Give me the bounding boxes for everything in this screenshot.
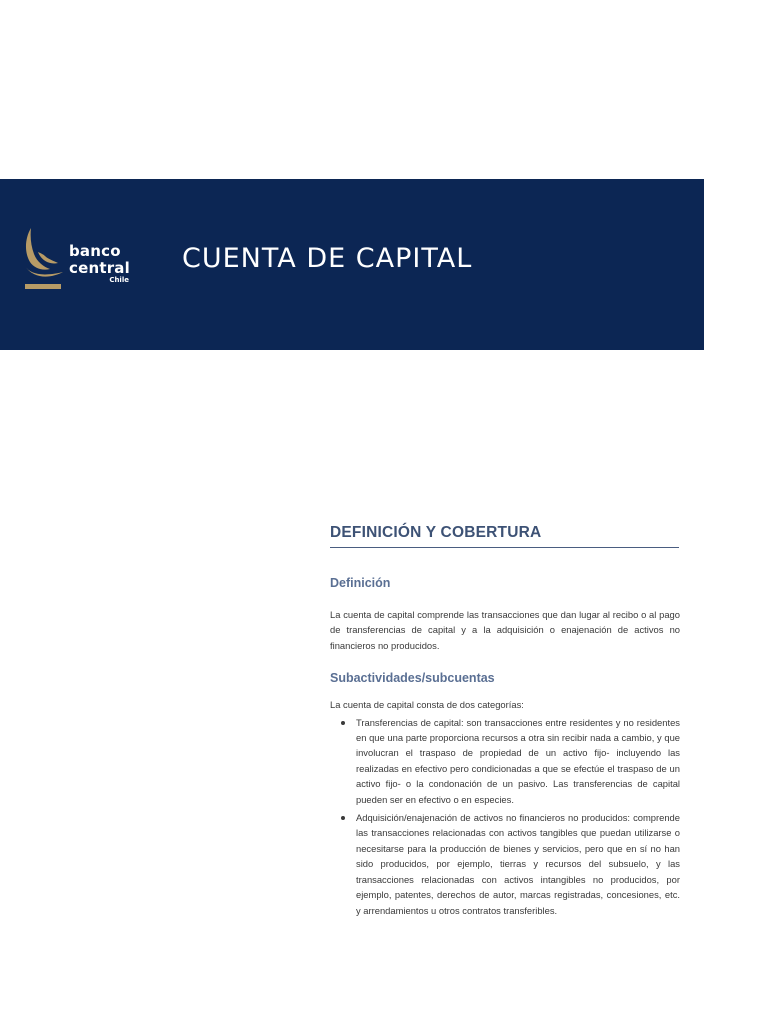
logo-line-central: central <box>69 259 130 277</box>
banco-central-logo[interactable] <box>22 226 147 292</box>
list-item <box>356 810 680 918</box>
subaccounts-intro: La cuenta de capital consta de dos categorías: <box>330 699 524 711</box>
list-item-text: Adquisición/enajenación de activos no financieros no producidos: comprende las transacciones relacionadas con activos tangibles que puedan utilizarse o necesitarse para la producción de bienes y servicios, pero que en sí no han sido producidos, por ejemplo, tierras y recursos del subsuelo, y las transacciones relacionadas con activos intangibles no producidos, por ejemplo, patentes, derechos de autor, marcas registradas, concesiones, etc. y arrendamientos u otros contratos transferibles. <box>356 812 680 916</box>
subaccounts-heading: Subactividades/subcuentas <box>330 671 495 686</box>
main-content <box>330 524 680 921</box>
list-item <box>356 715 680 807</box>
logo-line-banco: banco <box>69 242 121 260</box>
page-title: CUENTA DE CAPITAL <box>182 243 473 274</box>
bullet-icon <box>341 721 345 725</box>
logo-line-chile: Chile <box>109 276 129 284</box>
condor-wing-icon <box>22 226 64 292</box>
header-banner <box>0 179 704 350</box>
subaccounts-list <box>330 715 680 918</box>
section-title: DEFINICIÓN Y COBERTURA <box>330 524 679 548</box>
definition-heading: Definición <box>330 576 391 590</box>
bullet-icon <box>341 816 345 820</box>
list-item-text: Transferencias de capital: son transacciones entre residentes y no residentes en que una parte proporciona recursos a otra sin recibir nada a cambio, y que involucran el traspaso de propiedad de un activo fijo- incluyendo las realizadas en efectivo pero condicionadas a que se efectúe el traspaso de un activo fijo- o la condonación de un pasivo. Las transferencias de capital pueden ser en efectivo o en especies. <box>356 716 680 805</box>
logo-wordmark <box>69 244 130 284</box>
definition-paragraph: La cuenta de capital comprende las transacciones que dan lugar al recibo o al pago de transferencias de capital y a la adquisición o enajenación de activos no financieros no producidos. <box>330 609 680 651</box>
